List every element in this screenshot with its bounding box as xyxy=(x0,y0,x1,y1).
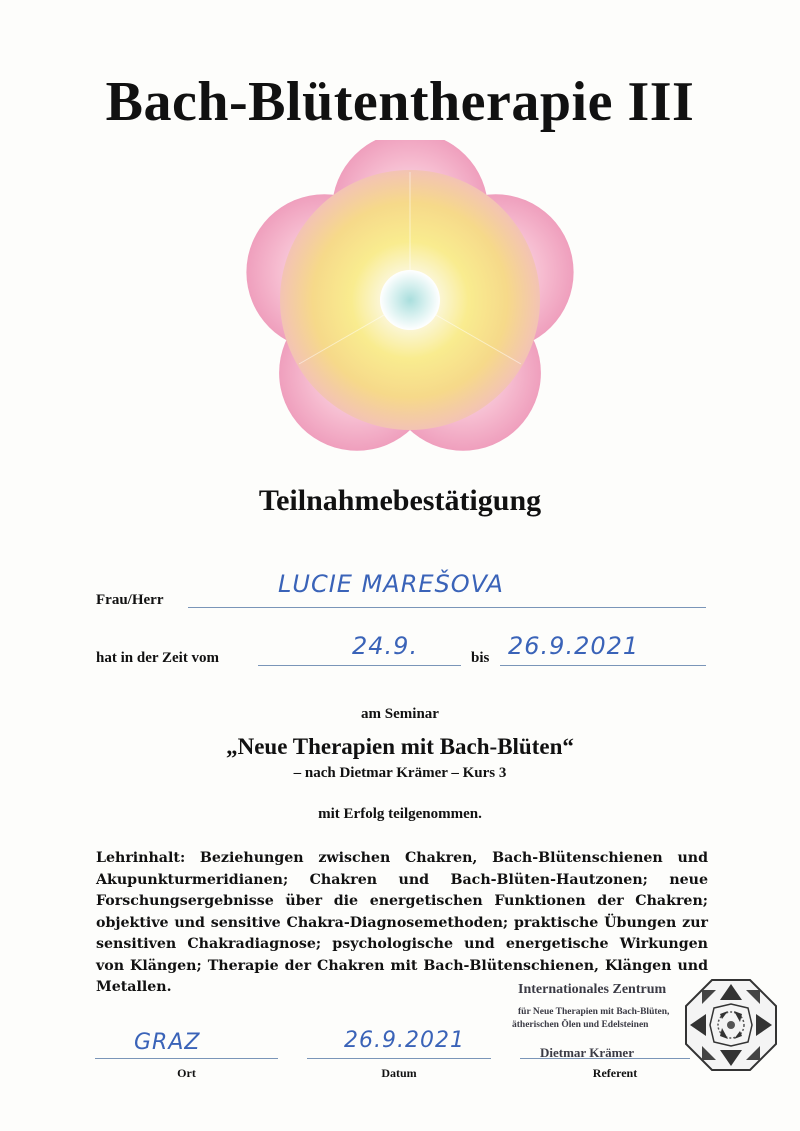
place-value: GRAZ xyxy=(134,1030,201,1055)
date-value: 26.9.2021 xyxy=(344,1028,465,1053)
name-label: Frau/Herr xyxy=(96,592,164,608)
seminar-subtitle: – nach Dietmar Krämer – Kurs 3 xyxy=(293,765,507,781)
name-value: LUCIE MAREŠOVA xyxy=(278,570,504,598)
success-text: mit Erfolg teilgenommen. xyxy=(318,806,482,822)
flower-logo-icon xyxy=(240,140,580,470)
name-line xyxy=(188,607,706,608)
stamp-line-2: für Neue Therapien mit Bach-Blüten, xyxy=(518,1007,670,1017)
period-from-line xyxy=(258,665,461,666)
stamp-signature: Dietmar Krämer xyxy=(540,1045,634,1060)
stamp-line-1: Internationales Zentrum xyxy=(518,982,667,997)
referent-line xyxy=(520,1058,690,1059)
period-to-label: bis xyxy=(471,650,490,666)
place-label: Ort xyxy=(177,1066,196,1080)
date-label: Datum xyxy=(381,1066,417,1080)
octagon-seal-icon xyxy=(684,978,778,1072)
certificate-title: Bach-Blütentherapie III xyxy=(105,71,695,133)
course-content-paragraph: Lehrinhalt: Beziehungen zwischen Chakren, Bach-Blütenschienen und Akupunkturmeridianen; Chakren und Bach-Blüten-Hautzonen; neue Forschungsergebnisse über die energetischen Funktionen der Chakren; objektive und sensitive Chakra-Diagnosemethoden; praktische Übungen zur sensitiven Chakradiagnose; psychologische und energetische Wirkungen von Klängen; Therapie der Chakren mit Bach-Blütenschienen, Klängen und Metallen. xyxy=(96,850,708,995)
date-line xyxy=(307,1058,491,1059)
period-label: hat in der Zeit vom xyxy=(96,650,220,666)
period-to-value: 26.9.2021 xyxy=(508,632,640,660)
period-to-line xyxy=(500,665,706,666)
certificate-subtitle: Teilnahmebestätigung xyxy=(258,484,542,517)
stamp-line-3: ätherischen Ölen und Edelsteinen xyxy=(512,1020,649,1030)
seminar-title: „Neue Therapien mit Bach-Blüten“ xyxy=(226,734,574,759)
period-from-value: 24.9. xyxy=(352,632,419,660)
referent-label: Referent xyxy=(592,1066,638,1080)
seminar-intro: am Seminar xyxy=(361,706,439,722)
place-line xyxy=(95,1058,278,1059)
